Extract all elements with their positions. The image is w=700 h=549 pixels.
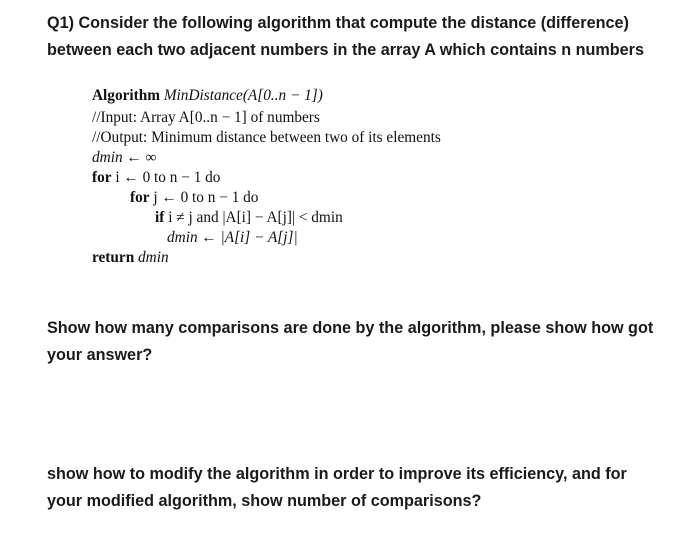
- if-condition: i ≠ j and |A[i] − A[j]| < dmin: [168, 209, 343, 226]
- algorithm-inner-for: [92, 188, 612, 208]
- algorithm-keyword: Algorithm: [92, 87, 160, 104]
- comparisons-prompt-line-1: Show how many comparisons are done by the algorithm, please show how got: [47, 319, 654, 337]
- question-line-2: between each two adjacent numbers in the array A which contains n numbers: [47, 41, 644, 59]
- outer-for-keyword: for: [92, 169, 112, 186]
- algorithm-output-comment: //Output: Minimum distance between two of its elements: [92, 129, 441, 146]
- algorithm-outer-for: [92, 168, 612, 188]
- comparisons-prompt: [47, 315, 687, 369]
- outer-for-range: i ← 0 to n − 1 do: [115, 169, 221, 186]
- return-variable: dmin: [138, 249, 169, 266]
- if-keyword: if: [155, 209, 165, 226]
- algorithm-init: dmin ← ∞: [92, 149, 157, 166]
- return-keyword: return: [92, 249, 135, 266]
- comparisons-prompt-line-2: your answer?: [47, 346, 153, 364]
- algorithm-return: [92, 248, 612, 268]
- inner-for-range: j ← 0 to n − 1 do: [153, 189, 259, 206]
- question-line-1: Q1) Consider the following algorithm that compute the distance (difference): [47, 14, 629, 32]
- algorithm-input-comment: //Input: Array A[0..n − 1] of numbers: [92, 109, 320, 126]
- algorithm-block: [92, 86, 612, 268]
- algorithm-if: [92, 208, 612, 228]
- algorithm-name: MinDistance(A[0..n − 1]): [163, 87, 323, 104]
- inner-for-keyword: for: [130, 189, 150, 206]
- efficiency-prompt: [47, 461, 687, 515]
- algorithm-assign: dmin ← |A[i] − A[j]|: [167, 229, 298, 246]
- algorithm-header: [92, 86, 612, 108]
- efficiency-prompt-line-1: show how to modify the algorithm in order to improve its efficiency, and for: [47, 465, 627, 483]
- question-text: [47, 10, 687, 64]
- efficiency-prompt-line-2: your modified algorithm, show number of comparisons?: [47, 492, 482, 510]
